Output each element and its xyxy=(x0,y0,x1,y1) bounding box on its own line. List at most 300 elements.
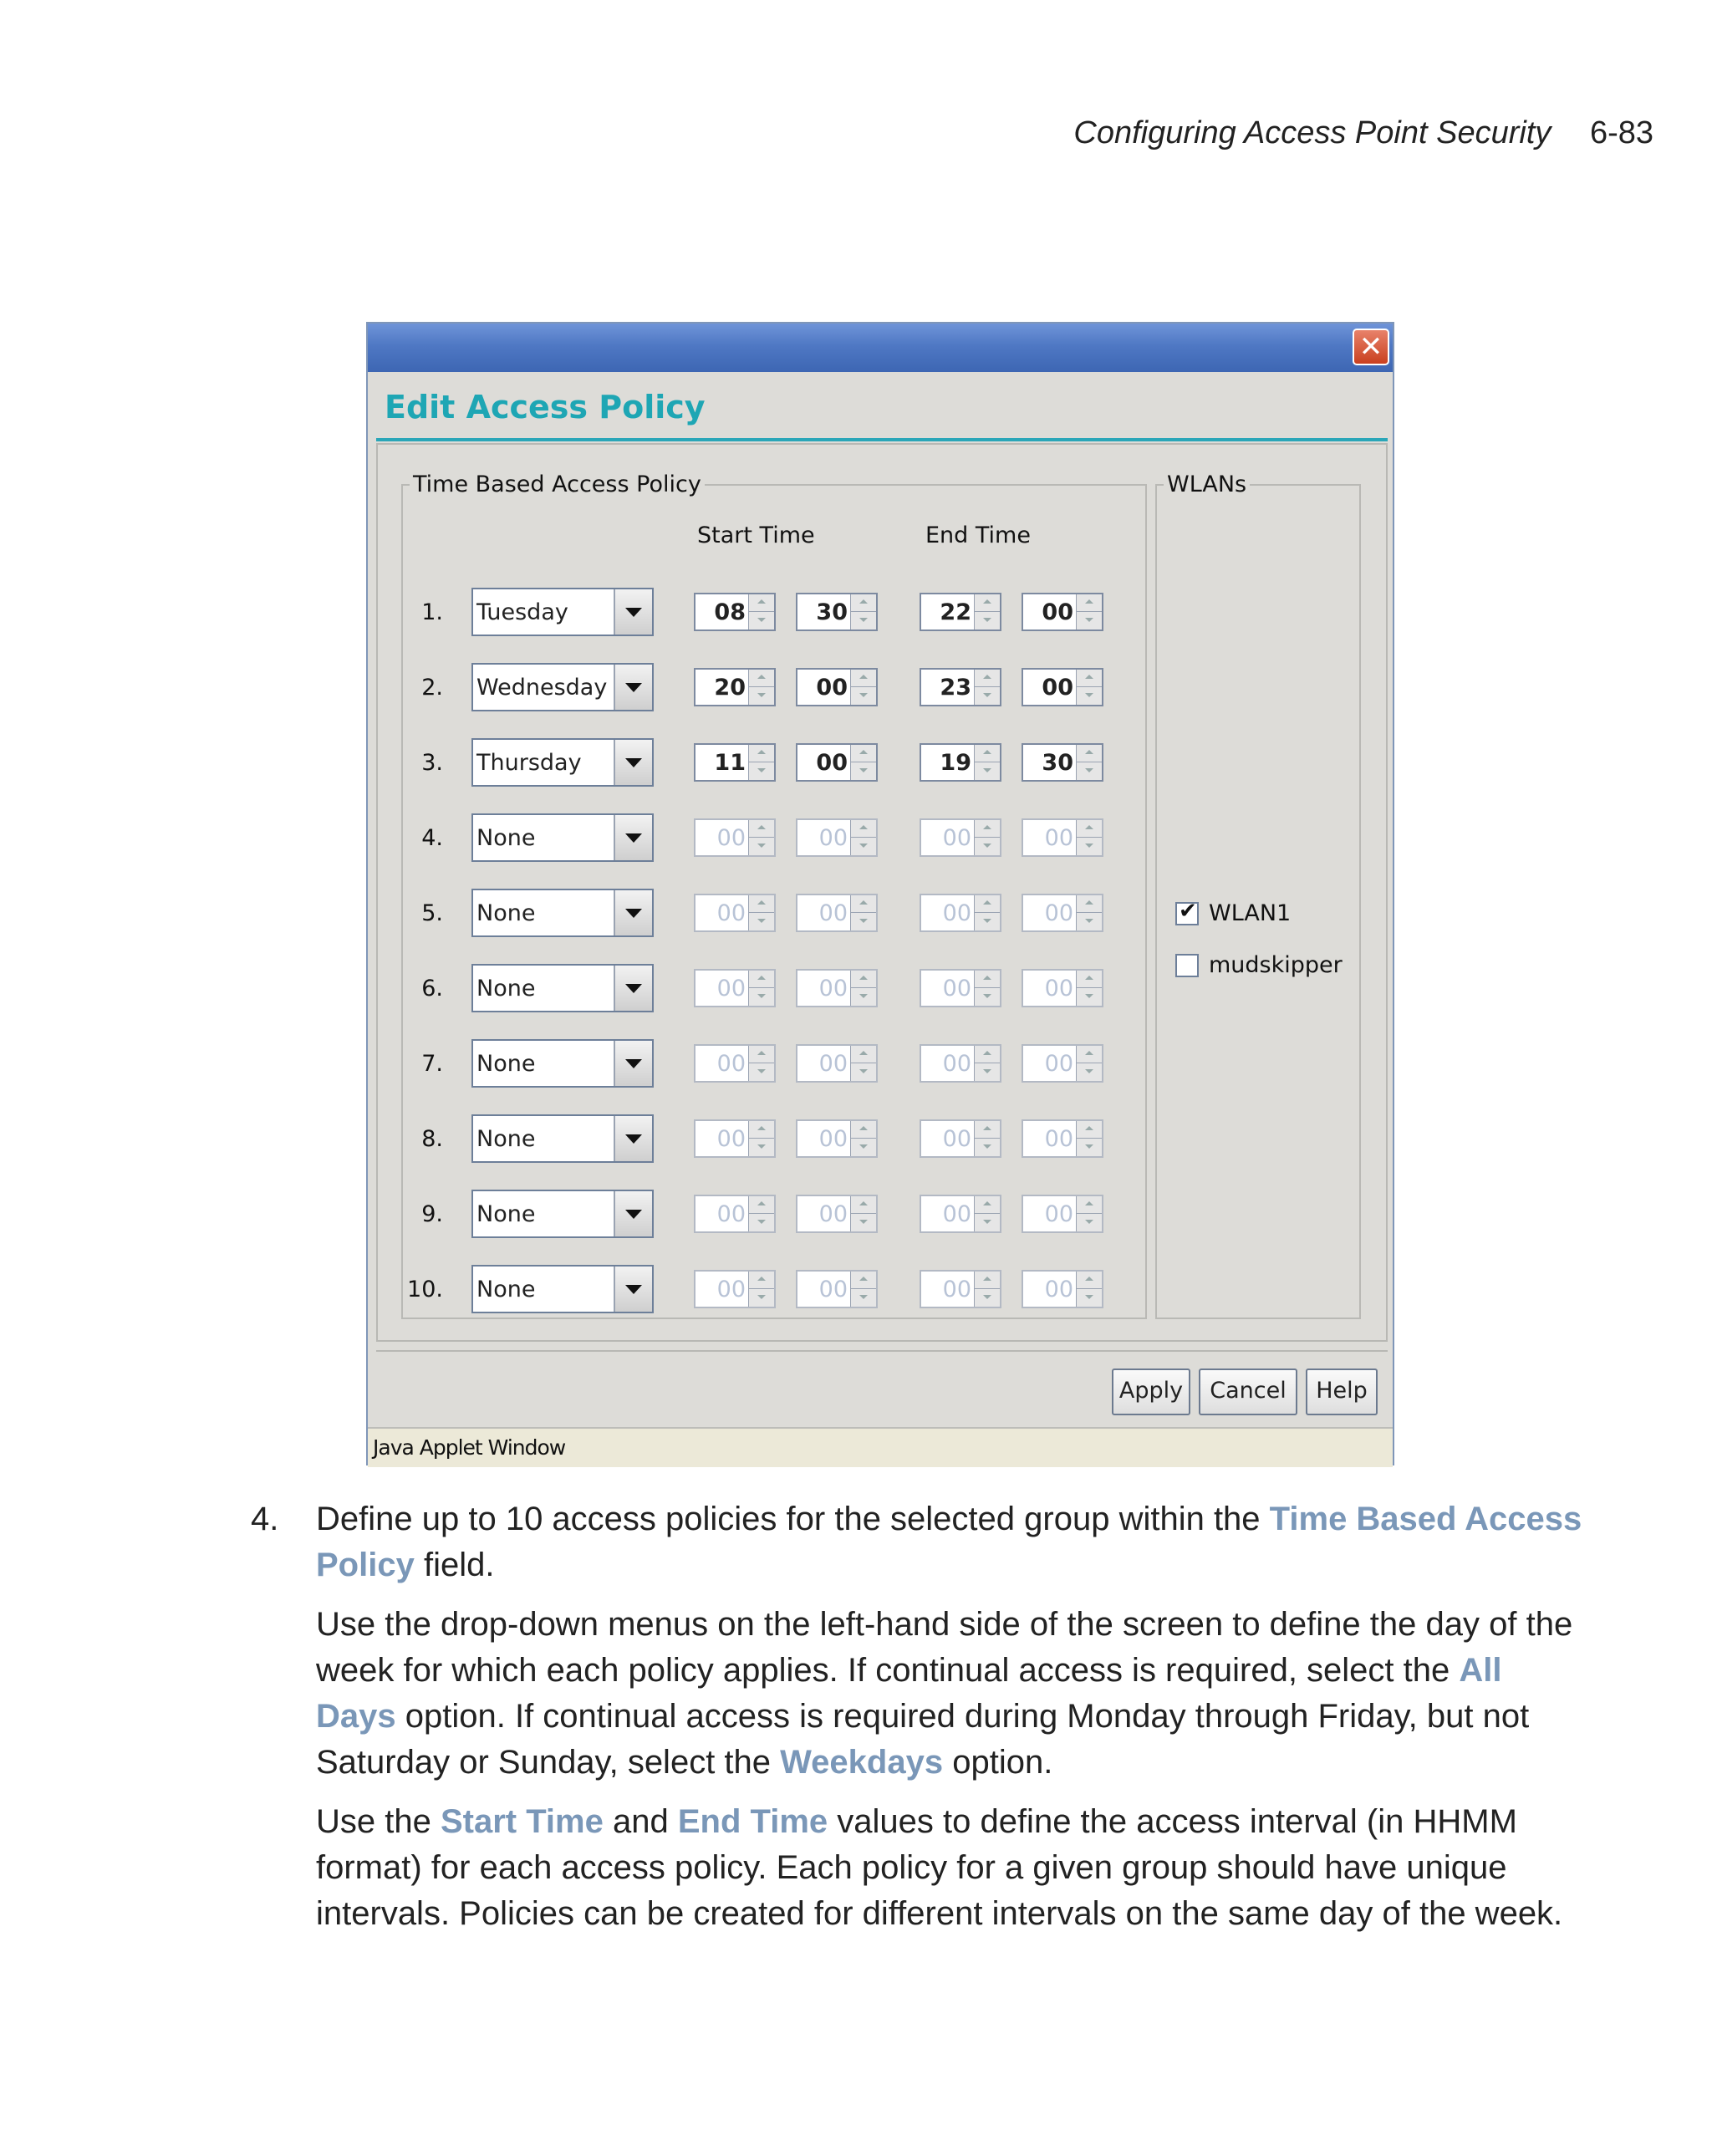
spinner-buttons[interactable] xyxy=(748,820,774,855)
start-minute-spinner[interactable] xyxy=(796,743,878,782)
spinner-divider xyxy=(1077,1288,1102,1289)
spin-down-icon xyxy=(983,768,991,772)
spin-down-icon xyxy=(983,1069,991,1073)
spinner-buttons[interactable] xyxy=(748,594,774,629)
spinner-divider xyxy=(975,611,1000,612)
spinner-value: 22 xyxy=(940,599,971,625)
dialog-title: Edit Access Policy xyxy=(385,389,706,426)
spin-up-icon xyxy=(757,1126,766,1130)
spinner-value: 08 xyxy=(714,599,746,625)
spin-down-icon xyxy=(1085,693,1093,697)
page-number: 6-83 xyxy=(1589,115,1653,150)
spin-up-icon xyxy=(859,1126,868,1130)
spinner-value: 00 xyxy=(1044,1126,1073,1152)
spin-up-icon xyxy=(1085,825,1093,829)
spinner-divider xyxy=(851,686,876,687)
start-hour-spinner[interactable] xyxy=(694,1044,776,1083)
spin-down-icon xyxy=(983,1144,991,1149)
dropdown-button[interactable] xyxy=(614,966,652,1011)
spin-up-icon xyxy=(757,825,766,829)
spinner-value: 30 xyxy=(816,599,848,625)
start-hour-spinner[interactable] xyxy=(694,743,776,782)
spin-down-icon xyxy=(757,693,766,697)
spinner-buttons[interactable] xyxy=(748,1046,774,1081)
end-minute-spinner[interactable] xyxy=(1022,1119,1103,1158)
text-run: field. xyxy=(414,1547,495,1583)
spinner-value: 00 xyxy=(818,1201,848,1227)
start-hour-spinner[interactable] xyxy=(694,894,776,932)
day-select[interactable] xyxy=(471,663,654,711)
day-select[interactable] xyxy=(471,588,654,636)
spinner-buttons[interactable] xyxy=(974,745,1000,780)
spinner-divider xyxy=(975,686,1000,687)
content-panel xyxy=(376,443,1388,1342)
spin-down-icon xyxy=(757,994,766,998)
day-select-value: None xyxy=(476,825,536,851)
spin-up-icon xyxy=(1085,900,1093,905)
spin-down-icon xyxy=(757,768,766,772)
start-hour-spinner[interactable] xyxy=(694,969,776,1007)
spinner-buttons[interactable] xyxy=(1076,670,1102,705)
spinner-divider xyxy=(1077,912,1102,913)
spinner-value: 11 xyxy=(714,750,746,776)
spinner-value: 00 xyxy=(1042,599,1073,625)
spin-down-icon xyxy=(1085,768,1093,772)
spin-up-icon xyxy=(983,1277,991,1281)
spinner-buttons[interactable] xyxy=(850,1272,876,1307)
dropdown-button[interactable] xyxy=(614,740,652,785)
spinner-divider xyxy=(975,837,1000,838)
row-number: 7. xyxy=(421,1051,443,1077)
spin-down-icon xyxy=(859,844,868,848)
spinner-buttons[interactable] xyxy=(850,1121,876,1156)
spinner-buttons[interactable] xyxy=(748,895,774,930)
day-select[interactable] xyxy=(471,889,654,937)
spinner-value: 00 xyxy=(818,825,848,851)
spinner-value: 20 xyxy=(714,675,746,701)
day-select-value: None xyxy=(476,900,536,926)
end-minute-spinner[interactable] xyxy=(1022,818,1103,857)
chevron-down-icon xyxy=(625,833,642,843)
spin-up-icon xyxy=(757,900,766,905)
spinner-value: 00 xyxy=(942,1126,971,1152)
end-hour-spinner[interactable] xyxy=(920,1119,1001,1158)
spinner-value: 19 xyxy=(940,750,971,776)
chevron-down-icon xyxy=(625,1059,642,1068)
spinner-value: 00 xyxy=(1044,825,1073,851)
dropdown-button[interactable] xyxy=(614,589,652,635)
spinner-value: 00 xyxy=(716,1201,746,1227)
dropdown-button[interactable] xyxy=(614,665,652,710)
spinner-value: 00 xyxy=(942,1051,971,1077)
spinner-divider xyxy=(749,987,774,988)
start-minute-spinner[interactable] xyxy=(796,818,878,857)
time-based-access-policy-group xyxy=(401,471,1147,1319)
spin-up-icon xyxy=(983,1201,991,1205)
spinner-divider xyxy=(749,686,774,687)
end-time-header: End Time xyxy=(925,522,1031,548)
start-minute-spinner[interactable] xyxy=(796,1119,878,1158)
row-number: 4. xyxy=(421,825,443,851)
spin-up-icon xyxy=(859,599,868,604)
day-select-value: None xyxy=(476,1277,536,1302)
close-icon[interactable]: ✕ xyxy=(1353,329,1389,365)
step-number: 4. xyxy=(251,1501,279,1537)
spinner-divider xyxy=(851,1288,876,1289)
spin-up-icon xyxy=(859,825,868,829)
spin-down-icon xyxy=(983,618,991,622)
button-bar xyxy=(376,1350,1388,1419)
spin-up-icon xyxy=(983,825,991,829)
day-select-value: Tuesday xyxy=(476,599,568,625)
spin-up-icon xyxy=(1085,675,1093,679)
spin-up-icon xyxy=(1085,1201,1093,1205)
spinner-buttons[interactable] xyxy=(748,1272,774,1307)
spin-up-icon xyxy=(859,1201,868,1205)
day-select-value: None xyxy=(476,1051,536,1077)
start-hour-spinner[interactable] xyxy=(694,1195,776,1233)
end-minute-spinner[interactable] xyxy=(1022,593,1103,631)
dropdown-button[interactable] xyxy=(614,1267,652,1312)
text-run: Use the xyxy=(316,1803,441,1840)
mudskipper-label: mudskipper xyxy=(1209,952,1343,978)
spin-up-icon xyxy=(859,750,868,754)
spinner-buttons[interactable] xyxy=(850,820,876,855)
spin-down-icon xyxy=(859,994,868,998)
end-hour-spinner[interactable] xyxy=(920,1195,1001,1233)
day-select-value: None xyxy=(476,1126,536,1152)
spin-down-icon xyxy=(1085,1069,1093,1073)
spinner-value: 00 xyxy=(818,1126,848,1152)
spin-down-icon xyxy=(859,1069,868,1073)
spinner-value: 00 xyxy=(716,1051,746,1077)
spinner-buttons[interactable] xyxy=(1076,594,1102,629)
chevron-down-icon xyxy=(625,758,642,767)
spinner-buttons[interactable] xyxy=(748,1121,774,1156)
end-minute-spinner[interactable] xyxy=(1022,1270,1103,1308)
row-number: 6. xyxy=(421,976,443,1002)
spin-up-icon xyxy=(757,675,766,679)
end-minute-spinner[interactable] xyxy=(1022,743,1103,782)
spin-up-icon xyxy=(983,599,991,604)
start-minute-spinner[interactable] xyxy=(796,593,878,631)
row-number: 1. xyxy=(421,599,443,625)
spinner-buttons[interactable] xyxy=(974,1121,1000,1156)
spinner-value: 00 xyxy=(816,750,848,776)
spinner-buttons[interactable] xyxy=(748,1196,774,1231)
spinner-buttons[interactable] xyxy=(850,971,876,1006)
spin-up-icon xyxy=(757,1051,766,1055)
spin-down-icon xyxy=(1085,844,1093,848)
text-run: values to define the access interval (in HHMM format) for each access policy. Each policy for a given group should have unique intervals. Policies can be created for different intervals on the same day of the week. xyxy=(316,1803,1563,1932)
row-number: 9. xyxy=(421,1201,443,1227)
applet-status-bar xyxy=(368,1427,1393,1467)
row-number: 8. xyxy=(421,1126,443,1152)
end-hour-spinner[interactable] xyxy=(920,668,1001,706)
spin-up-icon xyxy=(1085,750,1093,754)
day-select-value: None xyxy=(476,976,536,1002)
apply-button[interactable]: Apply xyxy=(1112,1369,1190,1415)
chevron-down-icon xyxy=(625,909,642,918)
start-minute-spinner[interactable] xyxy=(796,894,878,932)
spinner-divider xyxy=(1077,987,1102,988)
spin-down-icon xyxy=(983,1295,991,1299)
spinner-divider xyxy=(1077,1213,1102,1214)
spinner-divider xyxy=(851,837,876,838)
day-select-value: None xyxy=(476,1201,536,1227)
spin-up-icon xyxy=(1085,1051,1093,1055)
spinner-buttons[interactable] xyxy=(974,670,1000,705)
spinner-buttons[interactable] xyxy=(748,971,774,1006)
term-weekdays: Weekdays xyxy=(780,1744,944,1781)
spin-up-icon xyxy=(983,675,991,679)
spinner-divider xyxy=(749,611,774,612)
spinner-buttons[interactable] xyxy=(974,1046,1000,1081)
day-select[interactable] xyxy=(471,1039,654,1088)
spinner-buttons[interactable] xyxy=(1076,1196,1102,1231)
day-select[interactable] xyxy=(471,1190,654,1238)
chevron-down-icon xyxy=(625,608,642,617)
wlan1-label: WLAN1 xyxy=(1209,900,1292,926)
spinner-buttons[interactable] xyxy=(974,1272,1000,1307)
edit-access-policy-window xyxy=(366,322,1394,1465)
spinner-divider xyxy=(749,1288,774,1289)
spinner-divider xyxy=(851,1213,876,1214)
spinner-buttons[interactable] xyxy=(850,1046,876,1081)
chevron-down-icon xyxy=(625,683,642,692)
term-start-time: Start Time xyxy=(440,1803,604,1840)
spinner-value: 00 xyxy=(942,1277,971,1302)
spinner-buttons[interactable] xyxy=(974,895,1000,930)
chevron-down-icon xyxy=(625,1134,642,1144)
running-header xyxy=(1073,115,1653,151)
spin-down-icon xyxy=(859,1144,868,1149)
spinner-value: 00 xyxy=(1044,1201,1073,1227)
dropdown-button[interactable] xyxy=(614,1041,652,1086)
spin-up-icon xyxy=(859,1051,868,1055)
spin-down-icon xyxy=(757,618,766,622)
spinner-divider xyxy=(851,912,876,913)
spin-down-icon xyxy=(1085,1144,1093,1149)
spin-down-icon xyxy=(757,1295,766,1299)
spinner-value: 00 xyxy=(818,976,848,1002)
day-select-value: Wednesday xyxy=(476,675,608,701)
spinner-buttons[interactable] xyxy=(850,1196,876,1231)
end-hour-spinner[interactable] xyxy=(920,593,1001,631)
spinner-divider xyxy=(1077,611,1102,612)
dropdown-button[interactable] xyxy=(614,1116,652,1161)
spinner-value: 00 xyxy=(818,1051,848,1077)
spin-down-icon xyxy=(859,693,868,697)
spin-up-icon xyxy=(757,1201,766,1205)
spinner-value: 00 xyxy=(818,900,848,926)
spin-down-icon xyxy=(757,1144,766,1149)
spin-up-icon xyxy=(859,976,868,980)
dropdown-button[interactable] xyxy=(614,815,652,860)
spinner-value: 23 xyxy=(940,675,971,701)
spin-down-icon xyxy=(983,994,991,998)
text-run: Define up to 10 access policies for the selected group within the xyxy=(316,1501,1270,1537)
section-title: Configuring Access Point Security xyxy=(1073,115,1552,150)
start-hour-spinner[interactable] xyxy=(694,668,776,706)
end-hour-spinner[interactable] xyxy=(920,1044,1001,1083)
spinner-divider xyxy=(851,987,876,988)
row-number: 5. xyxy=(421,900,443,926)
spinner-value: 00 xyxy=(716,900,746,926)
spinner-buttons[interactable] xyxy=(974,594,1000,629)
spin-up-icon xyxy=(983,976,991,980)
spinner-value: 00 xyxy=(1044,976,1073,1002)
end-minute-spinner[interactable] xyxy=(1022,1044,1103,1083)
spin-up-icon xyxy=(983,900,991,905)
spinner-value: 00 xyxy=(1044,1051,1073,1077)
spin-down-icon xyxy=(983,919,991,923)
term-all-days: All Days xyxy=(316,1652,1502,1735)
spin-up-icon xyxy=(983,1126,991,1130)
spinner-value: 00 xyxy=(716,976,746,1002)
paragraph-3 xyxy=(316,1799,1587,1937)
spinner-divider xyxy=(975,987,1000,988)
dropdown-button[interactable] xyxy=(614,1191,652,1236)
spinner-buttons[interactable] xyxy=(748,745,774,780)
spinner-buttons[interactable] xyxy=(1076,895,1102,930)
spinner-buttons[interactable] xyxy=(1076,745,1102,780)
spinner-buttons[interactable] xyxy=(850,745,876,780)
spinner-buttons[interactable] xyxy=(1076,1121,1102,1156)
spin-up-icon xyxy=(859,900,868,905)
spinner-value: 00 xyxy=(818,1277,848,1302)
day-select[interactable] xyxy=(471,813,654,862)
spin-down-icon xyxy=(757,1220,766,1224)
policy-group-legend: Time Based Access Policy xyxy=(413,471,701,497)
spinner-divider xyxy=(1077,686,1102,687)
end-hour-spinner[interactable] xyxy=(920,894,1001,932)
spinner-divider xyxy=(975,1138,1000,1139)
start-hour-spinner[interactable] xyxy=(694,818,776,857)
chevron-down-icon xyxy=(625,1210,642,1219)
spinner-value: 00 xyxy=(716,825,746,851)
text-run: option. xyxy=(943,1744,1053,1781)
start-minute-spinner[interactable] xyxy=(796,969,878,1007)
end-minute-spinner[interactable] xyxy=(1022,969,1103,1007)
spin-down-icon xyxy=(1085,1295,1093,1299)
day-select[interactable] xyxy=(471,1114,654,1163)
spinner-divider xyxy=(1077,1138,1102,1139)
spin-up-icon xyxy=(1085,1277,1093,1281)
spinner-buttons[interactable] xyxy=(1076,1046,1102,1081)
start-hour-spinner[interactable] xyxy=(694,593,776,631)
end-hour-spinner[interactable] xyxy=(920,1270,1001,1308)
end-hour-spinner[interactable] xyxy=(920,818,1001,857)
term-time-based-access-policy: Time Based Access Policy xyxy=(316,1501,1582,1583)
spin-down-icon xyxy=(859,1220,868,1224)
start-minute-spinner[interactable] xyxy=(796,1195,878,1233)
status-text: Java Applet Window xyxy=(373,1435,566,1460)
spin-up-icon xyxy=(757,1277,766,1281)
end-hour-spinner[interactable] xyxy=(920,969,1001,1007)
spin-down-icon xyxy=(757,1069,766,1073)
spinner-value: 00 xyxy=(816,675,848,701)
start-minute-spinner[interactable] xyxy=(796,1270,878,1308)
spin-down-icon xyxy=(983,1220,991,1224)
spin-up-icon xyxy=(983,1051,991,1055)
spinner-value: 00 xyxy=(1044,900,1073,926)
wlans-group xyxy=(1155,471,1361,1319)
chevron-down-icon xyxy=(625,1285,642,1294)
spinner-divider xyxy=(975,1288,1000,1289)
spin-up-icon xyxy=(757,976,766,980)
cancel-button[interactable]: Cancel xyxy=(1199,1369,1297,1415)
wlan1-checkbox[interactable] xyxy=(1175,899,1199,925)
spinner-buttons[interactable] xyxy=(974,820,1000,855)
window-titlebar xyxy=(368,324,1393,372)
day-select[interactable] xyxy=(471,738,654,787)
spinner-value: 00 xyxy=(716,1277,746,1302)
end-hour-spinner[interactable] xyxy=(920,743,1001,782)
start-minute-spinner[interactable] xyxy=(796,668,878,706)
mudskipper-checkbox[interactable] xyxy=(1175,954,1199,977)
spinner-buttons[interactable] xyxy=(850,895,876,930)
start-hour-spinner[interactable] xyxy=(694,1119,776,1158)
spinner-buttons[interactable] xyxy=(974,1196,1000,1231)
help-button[interactable]: Help xyxy=(1306,1369,1378,1415)
spinner-buttons[interactable] xyxy=(1076,820,1102,855)
spin-down-icon xyxy=(859,1295,868,1299)
paragraph-1 xyxy=(316,1496,1587,1588)
spinner-value: 00 xyxy=(942,1201,971,1227)
text-run: Use the drop-down menus on the left-hand side of the screen to define the day of the week for which each policy applies. If continual access is required, select the xyxy=(316,1606,1573,1689)
spin-up-icon xyxy=(983,750,991,754)
window-client-area xyxy=(368,372,1393,1464)
spinner-divider xyxy=(851,1138,876,1139)
spin-down-icon xyxy=(1085,1220,1093,1224)
day-select[interactable] xyxy=(471,1265,654,1313)
text-run: option. If continual access is required during Monday through Friday, but not Saturday or Sunday, select the xyxy=(316,1698,1530,1781)
end-minute-spinner[interactable] xyxy=(1022,894,1103,932)
spinner-divider xyxy=(749,837,774,838)
spinner-divider xyxy=(851,611,876,612)
spinner-buttons[interactable] xyxy=(850,594,876,629)
row-number: 2. xyxy=(421,675,443,701)
spinner-buttons[interactable] xyxy=(1076,971,1102,1006)
spin-down-icon xyxy=(1085,919,1093,923)
spinner-buttons[interactable] xyxy=(974,971,1000,1006)
end-minute-spinner[interactable] xyxy=(1022,668,1103,706)
row-number: 3. xyxy=(421,750,443,776)
spinner-buttons[interactable] xyxy=(748,670,774,705)
spinner-buttons[interactable] xyxy=(1076,1272,1102,1307)
spin-down-icon xyxy=(1085,618,1093,622)
spin-down-icon xyxy=(983,844,991,848)
spinner-divider xyxy=(749,912,774,913)
start-hour-spinner[interactable] xyxy=(694,1270,776,1308)
paragraph-2 xyxy=(316,1602,1587,1786)
spin-up-icon xyxy=(859,675,868,679)
dropdown-button[interactable] xyxy=(614,890,652,935)
spinner-value: 00 xyxy=(942,976,971,1002)
spinner-value: 00 xyxy=(942,900,971,926)
spinner-divider xyxy=(975,912,1000,913)
spinner-value: 30 xyxy=(1042,750,1073,776)
spinner-buttons[interactable] xyxy=(850,670,876,705)
start-time-header: Start Time xyxy=(697,522,815,548)
start-minute-spinner[interactable] xyxy=(796,1044,878,1083)
term-end-time: End Time xyxy=(677,1803,828,1840)
day-select[interactable] xyxy=(471,964,654,1012)
end-minute-spinner[interactable] xyxy=(1022,1195,1103,1233)
spinner-divider xyxy=(975,1213,1000,1214)
spinner-value: 00 xyxy=(942,825,971,851)
